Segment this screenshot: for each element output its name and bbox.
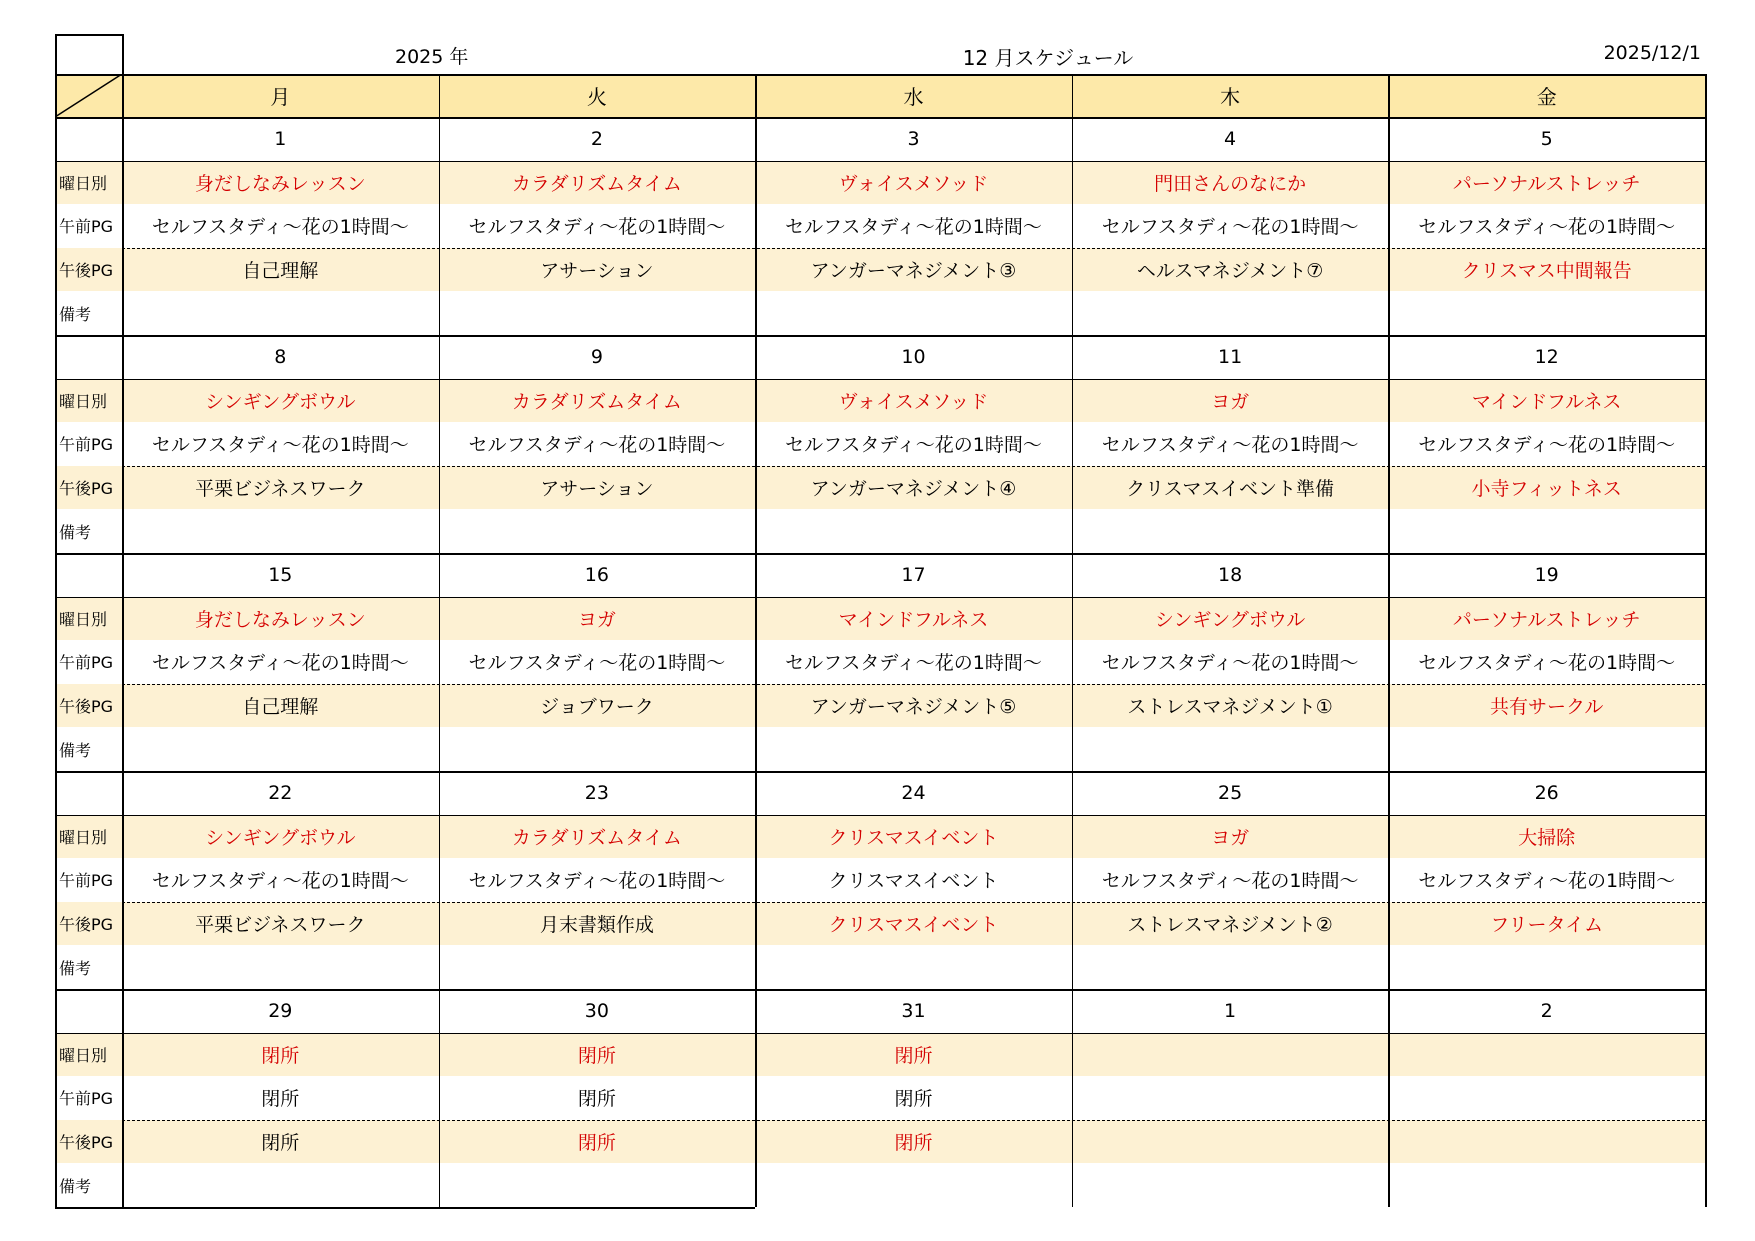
week-2-top-line: [55, 553, 1705, 555]
week-3-top-line: [55, 771, 1705, 773]
youbi-program-cell: [1388, 1033, 1705, 1077]
youbi-program-cell: ヴォイスメソッド: [838, 390, 989, 413]
weekday-header-3: 木: [1072, 74, 1389, 117]
note-cell: [1388, 727, 1705, 771]
row-label: 午後PG: [59, 261, 114, 281]
left-border: [55, 34, 57, 1207]
header-top-line: [55, 74, 1705, 76]
week-3-am-pm-divider: [122, 902, 1705, 903]
week-4-am-pm-divider: [122, 1120, 1705, 1121]
row-label: 午前PG: [59, 217, 114, 237]
row-label: 午後PG: [59, 697, 114, 717]
am-program-cell: セルフスタディ～花の1時間～: [1101, 652, 1359, 675]
youbi-program-cell: ヨガ: [1211, 390, 1250, 413]
youbi-program-cell: ヨガ: [1211, 826, 1250, 849]
am-program-cell: セルフスタディ～花の1時間～: [1418, 434, 1676, 457]
row-label: 午前PG: [59, 1089, 114, 1109]
day-column-border-4: [1388, 74, 1390, 1207]
date-cell: 4: [1224, 127, 1237, 150]
pm-program-cell: 自己理解: [242, 696, 319, 719]
note-cell: [1072, 291, 1389, 335]
am-program-cell: セルフスタディ～花の1時間～: [151, 434, 409, 457]
date-cell: 11: [1218, 345, 1243, 368]
youbi-program-cell: パーソナルストレッチ: [1452, 608, 1641, 631]
youbi-program-cell: [1072, 1033, 1389, 1077]
week-4-top-line: [55, 989, 1705, 991]
am-program-cell: セルフスタディ～花の1時間～: [785, 216, 1042, 239]
weekday-header-2: 水: [755, 74, 1072, 117]
pm-program-cell: フリータイム: [1490, 914, 1604, 937]
am-program-cell: セルフスタディ～花の1時間～: [1101, 870, 1359, 893]
youbi-program-cell: 閉所: [577, 1044, 616, 1067]
row-label: 曜日別: [59, 391, 108, 411]
weekday-header-1: 火: [439, 74, 756, 117]
youbi-program-cell: パーソナルストレッチ: [1452, 172, 1641, 195]
pm-program-cell: [1072, 1120, 1389, 1164]
day-column-border-2: [755, 74, 757, 1207]
am-program-cell: 閉所: [894, 1088, 933, 1111]
row-label: 午前PG: [59, 653, 114, 673]
date-cell: 5: [1540, 127, 1553, 150]
row-label: 午前PG: [59, 435, 114, 455]
pm-program-cell: 平栗ビジネスワーク: [195, 478, 366, 501]
week-0-date-line: [55, 161, 1705, 162]
am-program-cell: 閉所: [577, 1088, 616, 1111]
am-program-cell: セルフスタディ～花の1時間～: [468, 652, 726, 675]
issue-date: 2025/12/1: [1603, 42, 1701, 64]
top-left-box-line: [55, 34, 122, 36]
date-cell: 30: [584, 999, 609, 1022]
row-label: 備考: [59, 522, 92, 542]
row-label: 曜日別: [59, 1045, 108, 1065]
week-1-top-line: [55, 335, 1705, 337]
date-cell: 16: [584, 563, 609, 586]
youbi-program-cell: ヨガ: [577, 608, 616, 631]
note-cell: [755, 727, 1072, 771]
youbi-program-cell: シンギングボウル: [205, 390, 356, 413]
row-label: 午後PG: [59, 1133, 114, 1153]
row-label: 曜日別: [59, 609, 108, 629]
note-cell: [439, 291, 756, 335]
bottom-line: [55, 1207, 755, 1209]
date-cell: 2: [1540, 999, 1553, 1022]
pm-program-cell: アサーション: [540, 478, 654, 501]
date-cell: 15: [268, 563, 293, 586]
note-cell: [439, 509, 756, 553]
youbi-program-cell: カラダリズムタイム: [511, 172, 682, 195]
date-cell: 12: [1534, 345, 1559, 368]
am-program-cell: 閉所: [261, 1088, 300, 1111]
pm-program-cell: ストレスマネジメント①: [1127, 696, 1333, 719]
date-cell: 9: [590, 345, 603, 368]
youbi-program-cell: カラダリズムタイム: [511, 826, 682, 849]
am-program-cell: セルフスタディ～花の1時間～: [1101, 216, 1359, 239]
week-3-date-line: [55, 815, 1705, 816]
date-cell: 1: [274, 127, 287, 150]
pm-program-cell: クリスマスイベント準備: [1126, 478, 1335, 501]
youbi-program-cell: 閉所: [894, 1044, 933, 1067]
date-cell: 1: [1224, 999, 1237, 1022]
am-program-cell: セルフスタディ～花の1時間～: [1418, 870, 1676, 893]
note-cell: [122, 945, 439, 989]
date-cell: 19: [1534, 563, 1559, 586]
youbi-program-cell: クリスマスイベント: [828, 826, 999, 849]
week-2-date-line: [55, 597, 1705, 598]
pm-program-cell: クリスマス中間報告: [1461, 260, 1632, 283]
weekday-header-0: 月: [122, 74, 439, 117]
youbi-program-cell: 身だしなみレッスン: [194, 172, 366, 195]
week-4-date-line: [55, 1033, 1705, 1034]
row-label: 午前PG: [59, 871, 114, 891]
pm-program-cell: 小寺フィットネス: [1471, 478, 1622, 501]
am-program-cell: セルフスタディ～花の1時間～: [785, 652, 1042, 675]
pm-program-cell: ストレスマネジメント②: [1127, 914, 1333, 937]
youbi-program-cell: マインドフルネス: [1471, 390, 1622, 413]
am-program-cell: クリスマスイベント: [828, 870, 999, 893]
week-1-date-line: [55, 379, 1705, 380]
pm-program-cell: アンガーマネジメント④: [810, 478, 1017, 501]
pm-program-cell: クリスマスイベント: [828, 914, 999, 937]
youbi-program-cell: 大掃除: [1518, 826, 1576, 849]
pm-program-cell: ヘルスマネジメント⑦: [1136, 260, 1324, 283]
pm-program-cell: アンガーマネジメント③: [810, 260, 1017, 283]
week-2-am-pm-divider: [122, 684, 1705, 685]
am-program-cell: セルフスタディ～花の1時間～: [468, 870, 726, 893]
row-label: 午後PG: [59, 479, 114, 499]
pm-program-cell: アサーション: [540, 260, 654, 283]
date-cell: 31: [901, 999, 926, 1022]
date-cell: 18: [1218, 563, 1243, 586]
note-cell: [439, 727, 756, 771]
note-cell: [1072, 509, 1389, 553]
note-cell: [439, 1163, 756, 1207]
note-cell: [1072, 727, 1389, 771]
pm-program-cell: 閉所: [577, 1132, 616, 1155]
pm-program-cell: ジョブワーク: [540, 696, 654, 719]
schedule-sheet: [55, 34, 1705, 1210]
pm-program-cell: 閉所: [894, 1132, 933, 1155]
pm-program-cell: 共有サークル: [1489, 696, 1604, 719]
date-cell: 17: [901, 563, 926, 586]
pm-program-cell: [1388, 1120, 1705, 1164]
note-cell: [1388, 1163, 1705, 1207]
youbi-program-cell: マインドフルネス: [838, 608, 989, 631]
row-label: 曜日別: [59, 173, 108, 193]
note-cell: [1072, 1163, 1389, 1207]
youbi-program-cell: カラダリズムタイム: [511, 390, 682, 413]
youbi-program-cell: 門田さんのなにか: [1154, 172, 1307, 195]
youbi-program-cell: シンギングボウル: [1154, 608, 1306, 631]
am-program-cell: [1388, 1076, 1705, 1120]
row-label: 備考: [59, 740, 92, 760]
note-cell: [755, 291, 1072, 335]
note-cell: [755, 509, 1072, 553]
day-column-border-5: [1705, 74, 1707, 1207]
pm-program-cell: 平栗ビジネスワーク: [195, 914, 366, 937]
row-label: 備考: [59, 1176, 92, 1196]
youbi-program-cell: 閉所: [261, 1044, 300, 1067]
youbi-program-cell: ヴォイスメソッド: [838, 172, 989, 195]
note-cell: [439, 945, 756, 989]
note-cell: [1388, 945, 1705, 989]
date-cell: 23: [584, 781, 609, 804]
note-cell: [1388, 291, 1705, 335]
note-cell: [755, 1163, 1072, 1207]
pm-program-cell: 月末書類作成: [539, 914, 654, 937]
am-program-cell: セルフスタディ～花の1時間～: [151, 652, 409, 675]
week-1-am-pm-divider: [122, 466, 1705, 467]
weekday-header-4: 金: [1388, 74, 1705, 117]
pm-program-cell: 閉所: [261, 1132, 300, 1155]
am-program-cell: セルフスタディ～花の1時間～: [1418, 216, 1676, 239]
day-column-border-1: [439, 74, 441, 1207]
am-program-cell: セルフスタディ～花の1時間～: [1101, 434, 1359, 457]
corner-diagonal-line: [55, 74, 122, 117]
row-label: 備考: [59, 958, 92, 978]
pm-program-cell: アンガーマネジメント⑤: [810, 696, 1017, 719]
am-program-cell: セルフスタディ～花の1時間～: [785, 434, 1042, 457]
date-cell: 26: [1534, 781, 1559, 804]
note-cell: [755, 945, 1072, 989]
row-label: 午後PG: [59, 915, 114, 935]
date-cell: 24: [901, 781, 926, 804]
am-program-cell: [1072, 1076, 1389, 1120]
week-0-top-line: [55, 117, 1705, 119]
label-column-border: [122, 34, 124, 1207]
note-cell: [122, 291, 439, 335]
day-column-border-3: [1072, 74, 1074, 1207]
week-0-am-pm-divider: [122, 248, 1705, 249]
note-cell: [122, 727, 439, 771]
pm-program-cell: 自己理解: [242, 260, 319, 283]
date-cell: 25: [1218, 781, 1243, 804]
date-cell: 29: [268, 999, 293, 1022]
date-cell: 8: [274, 345, 287, 368]
youbi-program-cell: シンギングボウル: [205, 826, 356, 849]
date-cell: 22: [268, 781, 293, 804]
youbi-program-cell: 身だしなみレッスン: [194, 608, 366, 631]
row-label: 備考: [59, 304, 92, 324]
am-program-cell: セルフスタディ～花の1時間～: [151, 216, 409, 239]
note-cell: [1388, 509, 1705, 553]
year-label: 2025 年: [395, 46, 469, 68]
am-program-cell: セルフスタディ～花の1時間～: [468, 216, 726, 239]
am-program-cell: セルフスタディ～花の1時間～: [151, 870, 409, 893]
date-cell: 2: [590, 127, 603, 150]
date-cell: 10: [901, 345, 926, 368]
note-cell: [122, 509, 439, 553]
note-cell: [122, 1163, 439, 1207]
am-program-cell: セルフスタディ～花の1時間～: [1418, 652, 1676, 675]
row-label: 曜日別: [59, 827, 108, 847]
date-cell: 3: [907, 127, 920, 150]
am-program-cell: セルフスタディ～花の1時間～: [468, 434, 726, 457]
schedule-title: 12 月スケジュール: [962, 46, 1134, 70]
note-cell: [1072, 945, 1389, 989]
